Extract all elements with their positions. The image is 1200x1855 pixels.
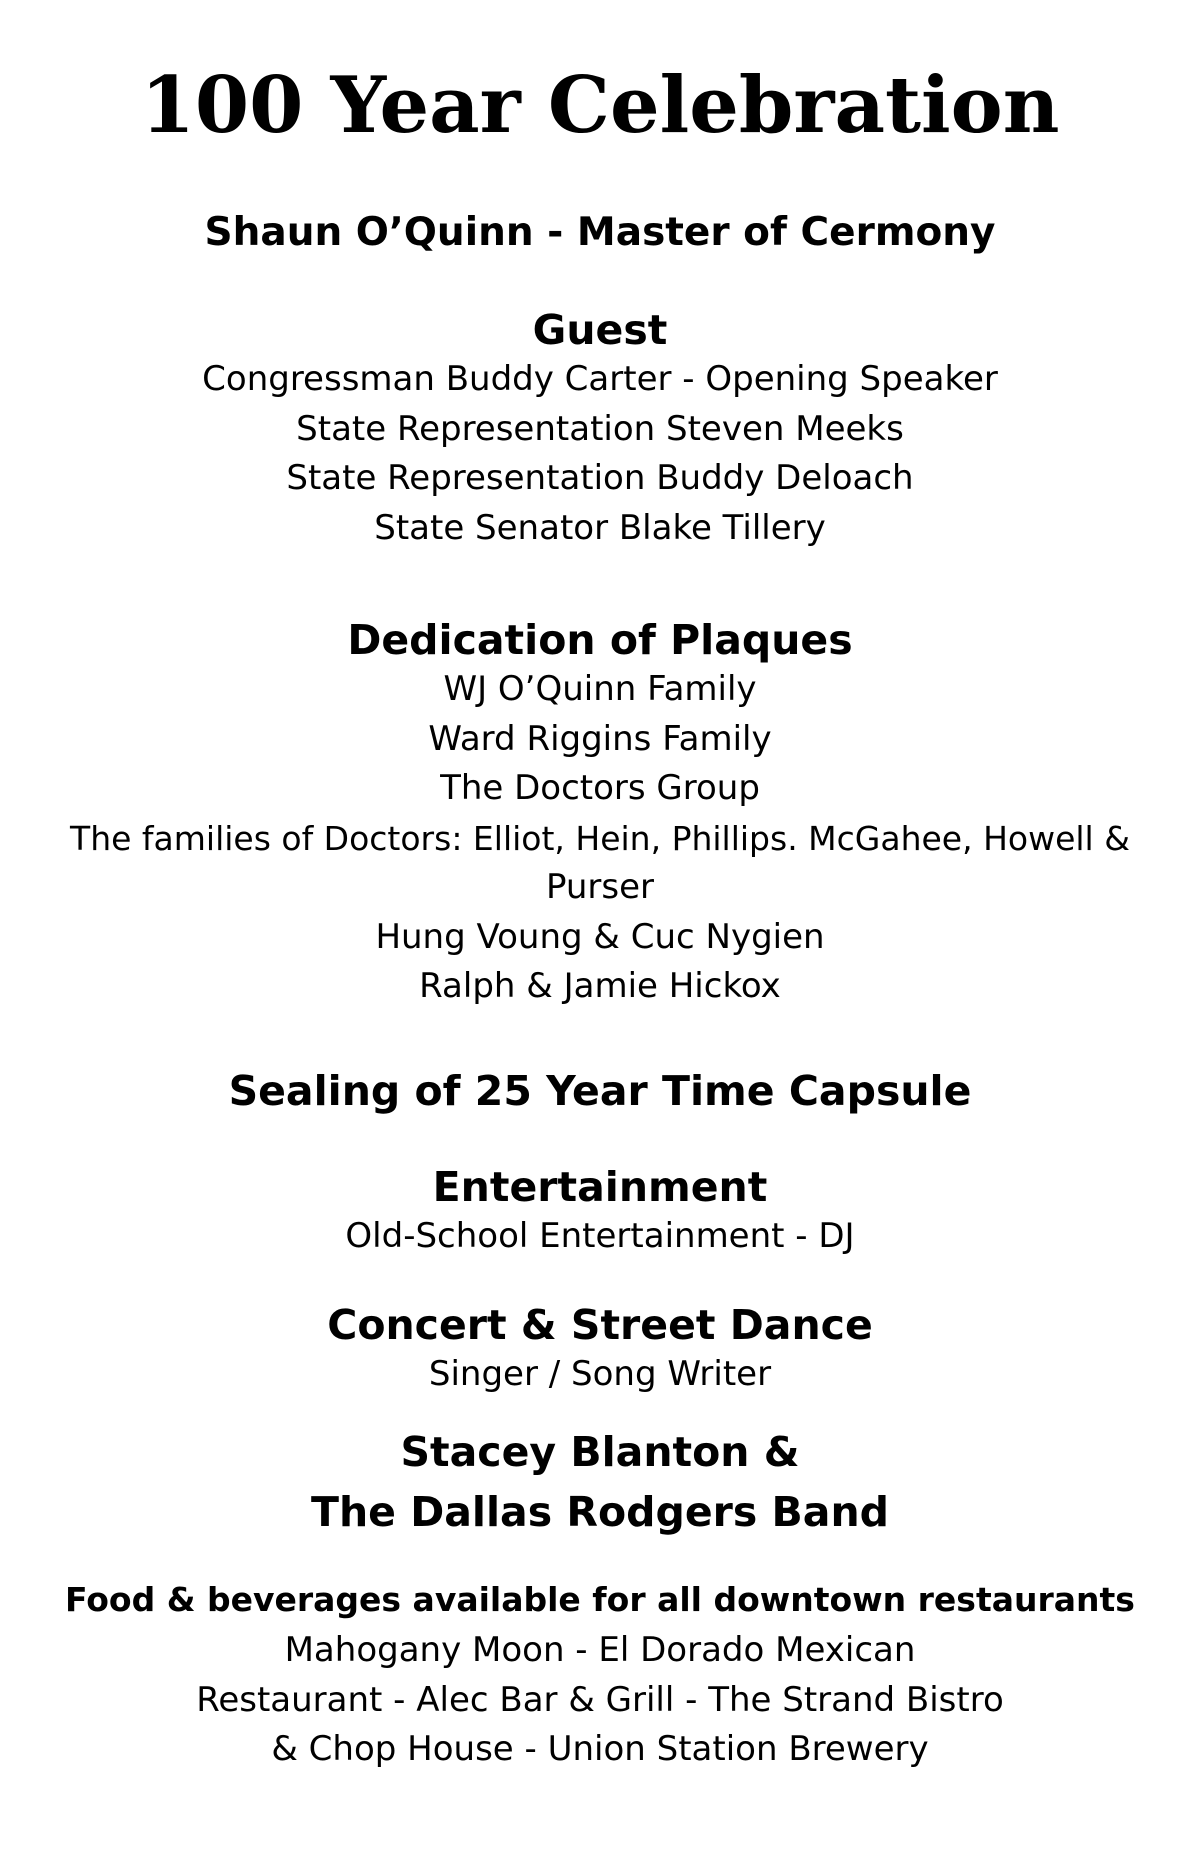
plaques-item: Ward Riggins Family bbox=[428, 718, 772, 759]
plaques-section bbox=[0, 615, 1200, 1012]
plaques-item: Ralph & Jamie Hickox bbox=[419, 966, 781, 1006]
guest-item: State Representation Buddy Deloach bbox=[286, 458, 914, 498]
performer-section bbox=[0, 1422, 1200, 1542]
food-line: Restaurant - Alec Bar & Grill - The Strand Bistro bbox=[196, 1679, 1004, 1720]
food-heading: Food & beverages available for all downtown restaurants bbox=[65, 1580, 1135, 1619]
entertainment-item: Old-School Entertainment - DJ bbox=[345, 1216, 855, 1256]
plaques-item: Purser bbox=[545, 867, 655, 907]
guest-item: State Representation Steven Meeks bbox=[296, 408, 904, 449]
food-section bbox=[0, 1578, 1200, 1775]
food-line: & Chop House - Union Station Brewery bbox=[271, 1729, 929, 1769]
entertainment-section bbox=[0, 1162, 1200, 1262]
time-capsule-heading: Sealing of 25 Year Time Capsule bbox=[228, 1067, 972, 1115]
plaques-item: The Doctors Group bbox=[440, 768, 760, 808]
concert-section bbox=[0, 1300, 1200, 1400]
master-of-ceremony-section bbox=[0, 208, 1200, 258]
concert-subtitle: Singer / Song Writer bbox=[428, 1354, 772, 1394]
master-of-ceremony-heading: Shaun O’Quinn - Master of Cermony bbox=[204, 210, 996, 255]
time-capsule-section bbox=[0, 1066, 1200, 1116]
concert-heading: Concert & Street Dance bbox=[327, 1301, 873, 1349]
plaques-item: The families of Doctors: Elliot, Hein, Phillips. McGahee, Howell & bbox=[70, 818, 1130, 858]
guest-item: Congressman Buddy Carter - Opening Speaker bbox=[202, 359, 998, 399]
guest-item: State Senator Blake Tillery bbox=[374, 507, 826, 548]
food-line: Mahogany Moon - El Dorado Mexican bbox=[284, 1630, 916, 1670]
guest-section bbox=[0, 305, 1200, 553]
plaques-heading: Dedication of Plaques bbox=[347, 616, 853, 664]
performer-line: Stacey Blanton & bbox=[400, 1428, 800, 1476]
page-title: 100 Year Celebration bbox=[140, 60, 1060, 151]
performer-line: The Dallas Rodgers Band bbox=[311, 1488, 889, 1536]
plaques-item: WJ O’Quinn Family bbox=[443, 669, 757, 709]
entertainment-heading: Entertainment bbox=[432, 1163, 768, 1211]
plaques-item: Hung Voung & Cuc Nygien bbox=[375, 916, 825, 957]
guest-heading: Guest bbox=[532, 306, 668, 354]
